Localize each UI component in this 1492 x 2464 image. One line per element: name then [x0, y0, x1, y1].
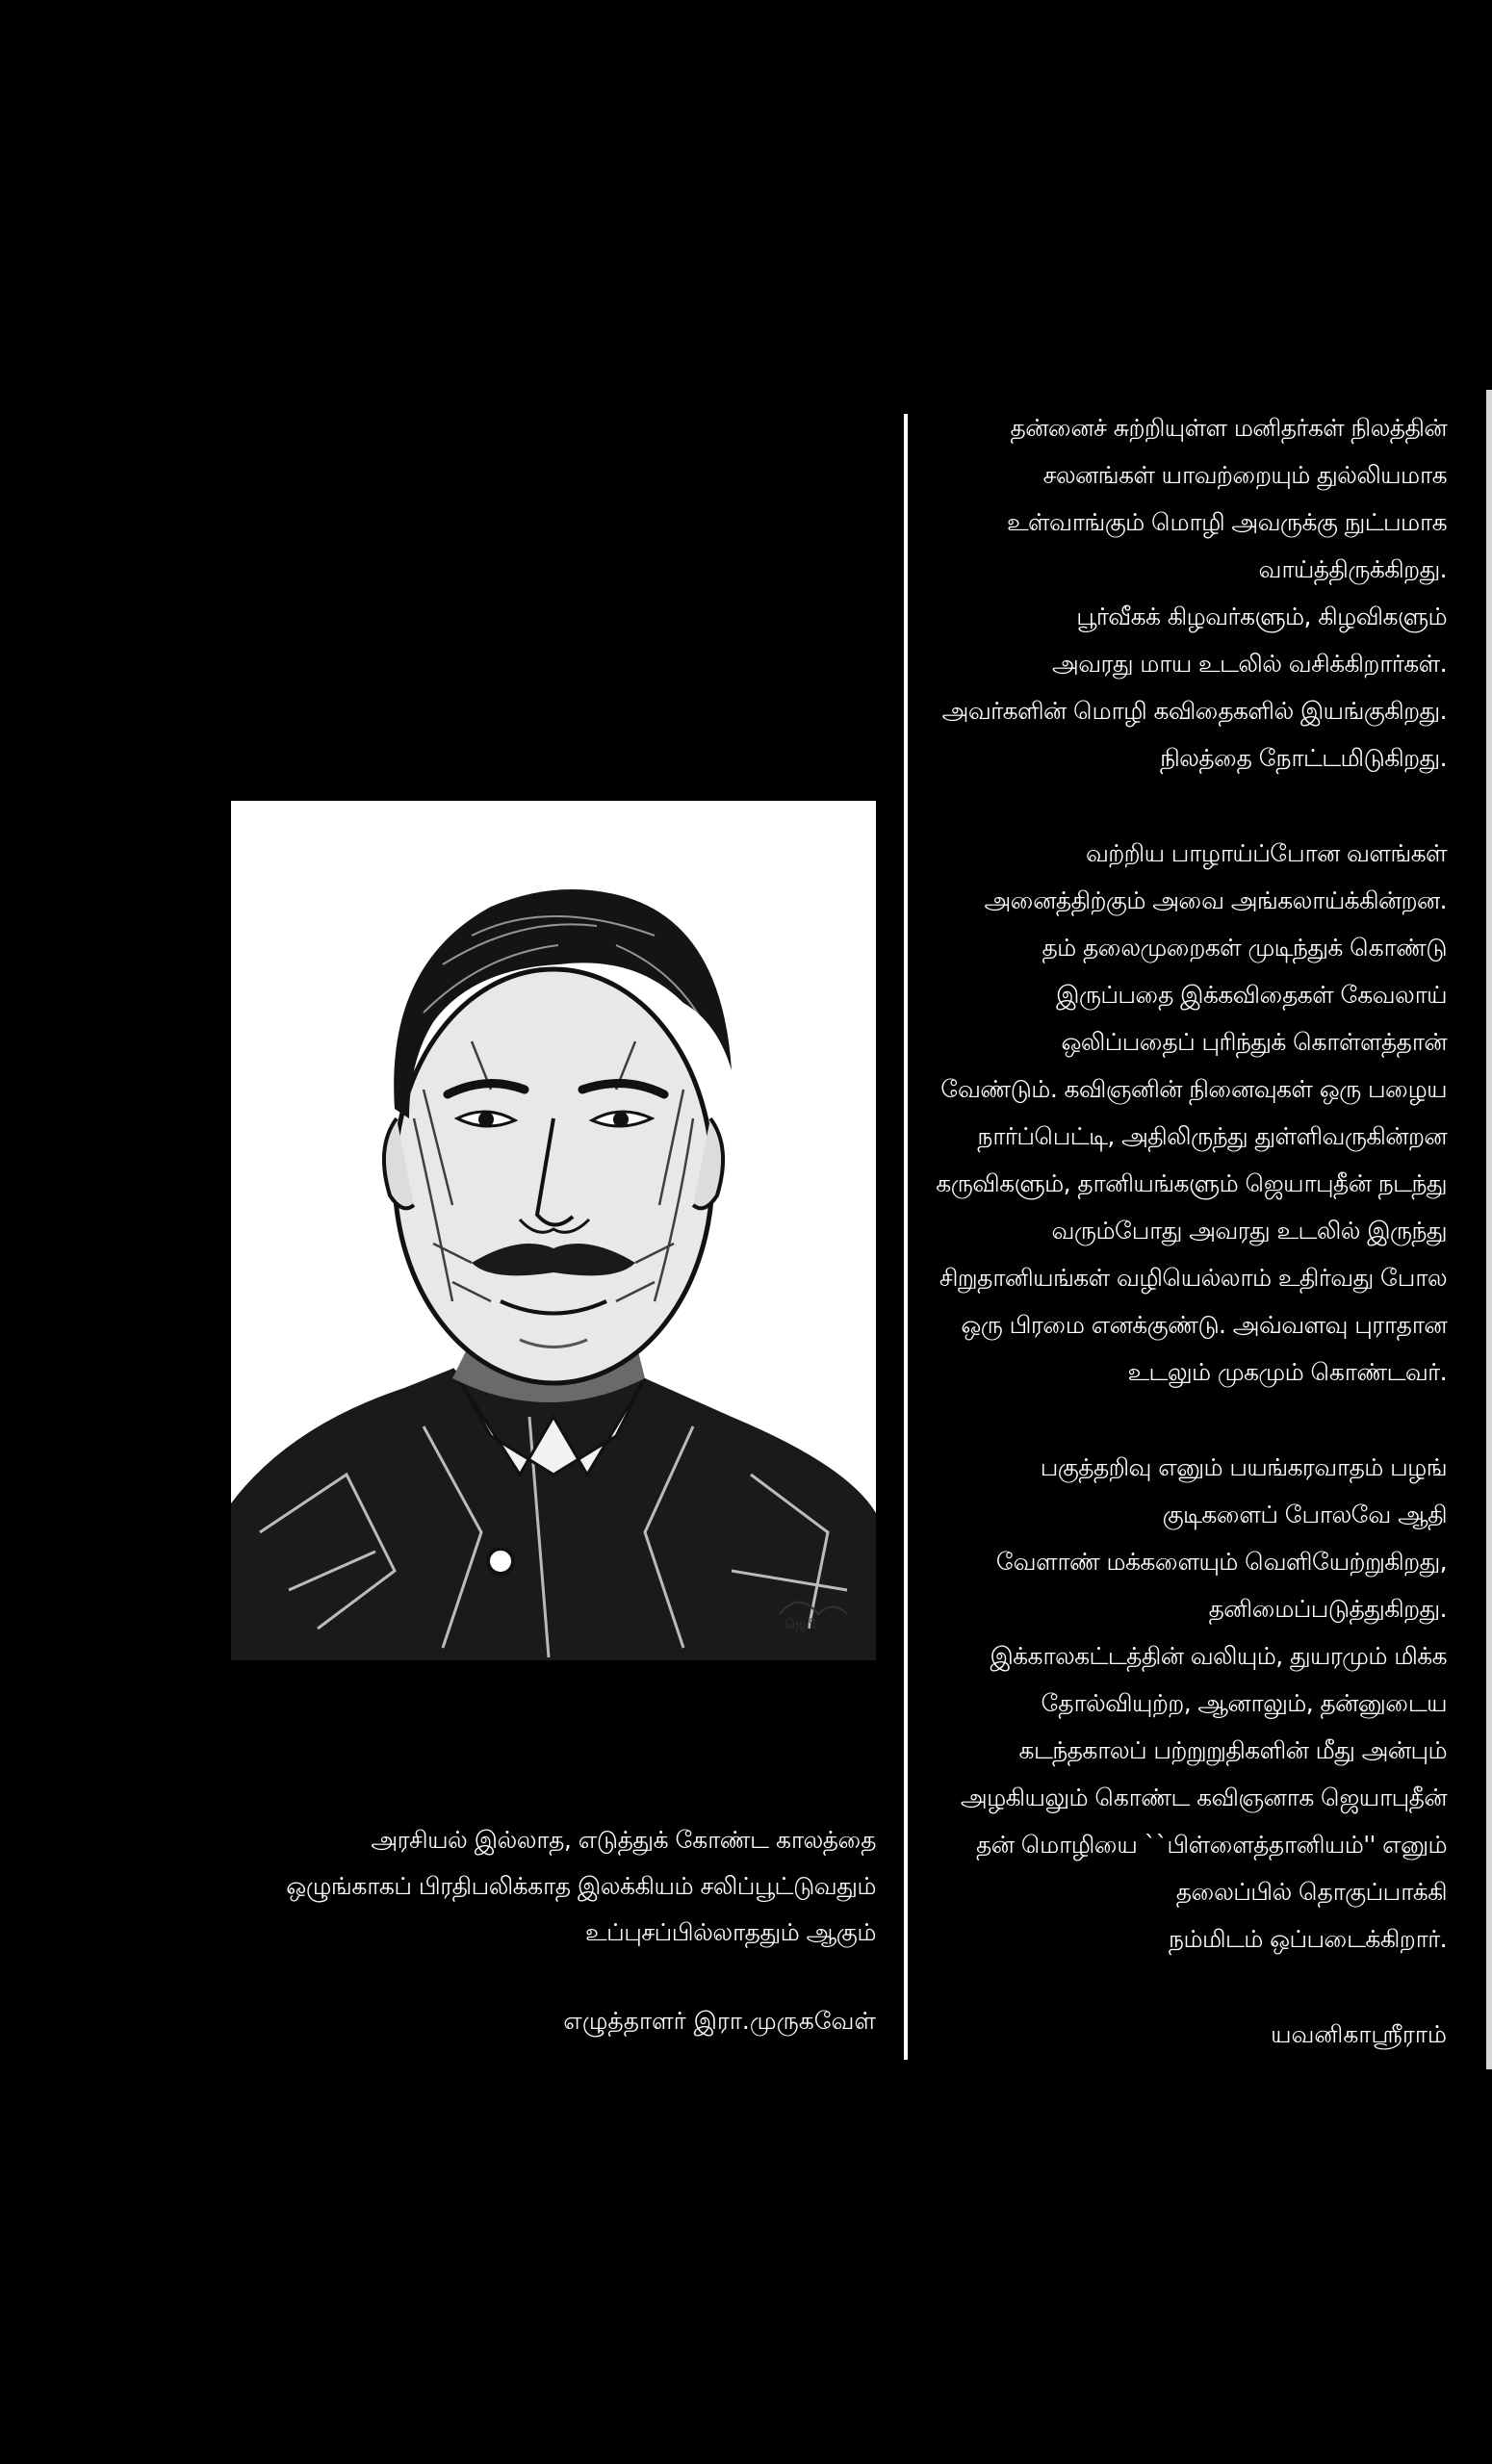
- quote-line: அரசியல் இல்லாத, எடுத்துக் கோண்ட காலத்தை: [371, 1826, 876, 1854]
- review-line: நிலத்தை நோட்டமிடுகிறது.: [1160, 744, 1447, 772]
- review-line: குடிகளைப் போலவே ஆதி: [1162, 1501, 1447, 1528]
- review-line: தன் மொழியை ``பிள்ளைத்தானியம்'' எனும்: [976, 1831, 1447, 1859]
- vertical-divider: [904, 414, 908, 2060]
- review-line: வேண்டும். கவிஞனின் நினைவுகள் ஒரு பழைய: [940, 1075, 1447, 1103]
- review-line: வற்றிய பாழாய்ப்போன வளங்கள்: [1085, 839, 1447, 867]
- review-line: இருப்பதை இக்கவிதைகள் கேவலாய்: [1056, 981, 1447, 1009]
- review-line: ஒரு பிரமை எனக்குண்டு. அவ்வளவு புராதான: [961, 1311, 1447, 1339]
- review-line: உள்வாங்கும் மொழி அவருக்கு நுட்பமாக: [1006, 508, 1447, 536]
- quote-block: [231, 1817, 876, 2044]
- review-paragraph: [924, 830, 1447, 1396]
- review-line: சலனங்கள் யாவற்றையும் துல்லியமாக: [1042, 461, 1447, 489]
- review-line: வாய்த்திருக்கிறது.: [1258, 555, 1447, 583]
- page-edge-strip: [1486, 390, 1492, 2069]
- review-line: நார்ப்பெட்டி, அதிலிருந்து துள்ளிவருகின்றன: [977, 1122, 1447, 1150]
- author-portrait-sketch: [231, 801, 876, 1660]
- quote-author: எழுத்தாளர் இரா.முருகவேள்: [563, 2007, 876, 2035]
- review-line: தலைப்பில் தொகுப்பாக்கி: [1175, 1878, 1447, 1906]
- review-line: பகுத்தறிவு எனும் பயங்கரவாதம் பழங்: [1040, 1453, 1447, 1481]
- review-line: வேளாண் மக்களையும் வெளியேற்றுகிறது,: [995, 1548, 1447, 1576]
- review-line: சிறுதானியங்கள் வழியெல்லாம் உதிர்வது போல: [939, 1264, 1447, 1292]
- review-line: உடலும் முகமும் கொண்டவர்.: [1127, 1358, 1447, 1386]
- review-line: கருவிகளும், தானியங்களும் ஜெயாபுதீன் நடந்து: [936, 1169, 1447, 1197]
- portrait-illustration: [231, 801, 876, 1660]
- review-block: [924, 404, 1447, 2058]
- quote-line: ஒழுங்காகப் பிரதிபலிக்காத இலக்கியம் சலிப்பூட்டுவதும்: [286, 1872, 876, 1900]
- review-line: அழகியலும் கொண்ட கவிஞனாக ஜெயாபுதீன்: [960, 1784, 1447, 1811]
- review-line: வரும்போது அவரது உடலில் இருந்து: [1051, 1217, 1447, 1245]
- review-line: தனிமைப்படுத்துகிறது.: [1208, 1595, 1447, 1623]
- review-line: பூர்வீகக் கிழவர்களும், கிழவிகளும்: [1076, 603, 1447, 630]
- review-line: கடந்தகாலப் பற்றுறுதிகளின் மீது அன்பும்: [1018, 1736, 1447, 1764]
- review-line: இக்காலகட்டத்தின் வலியும், துயரமும் மிக்க: [990, 1642, 1447, 1670]
- review-line: அவரது மாய உடலில் வசிக்கிறார்கள்.: [1052, 650, 1447, 678]
- review-paragraph: [924, 1444, 1447, 1963]
- review-line: அவர்களின் மொழி கவிதைகளில் இயங்குகிறது.: [941, 697, 1447, 725]
- artist-signature: ஜெரி: [785, 1617, 816, 1632]
- review-author: யவனிகாஸ்ரீராம்: [1271, 2020, 1447, 2048]
- review-line: அனைத்திற்கும் அவை அங்கலாய்க்கின்றன.: [984, 886, 1447, 914]
- review-line: தோல்வியுற்ற, ஆனாலும், தன்னுடைய: [1041, 1689, 1447, 1717]
- review-paragraph: [924, 404, 1447, 782]
- quote-line: உப்புசப்பில்லாததும் ஆகும்: [584, 1918, 876, 1946]
- review-line: நம்மிடம் ஒப்படைக்கிறார்.: [1169, 1925, 1447, 1953]
- review-line: தன்னைச் சுற்றியுள்ள மனிதர்கள் நிலத்தின்: [1010, 414, 1447, 442]
- review-line: ஒலிப்பதைப் புரிந்துக் கொள்ளத்தான்: [1061, 1028, 1447, 1056]
- review-line: தம் தலைமுறைகள் முடிந்துக் கொண்டு: [1042, 934, 1447, 962]
